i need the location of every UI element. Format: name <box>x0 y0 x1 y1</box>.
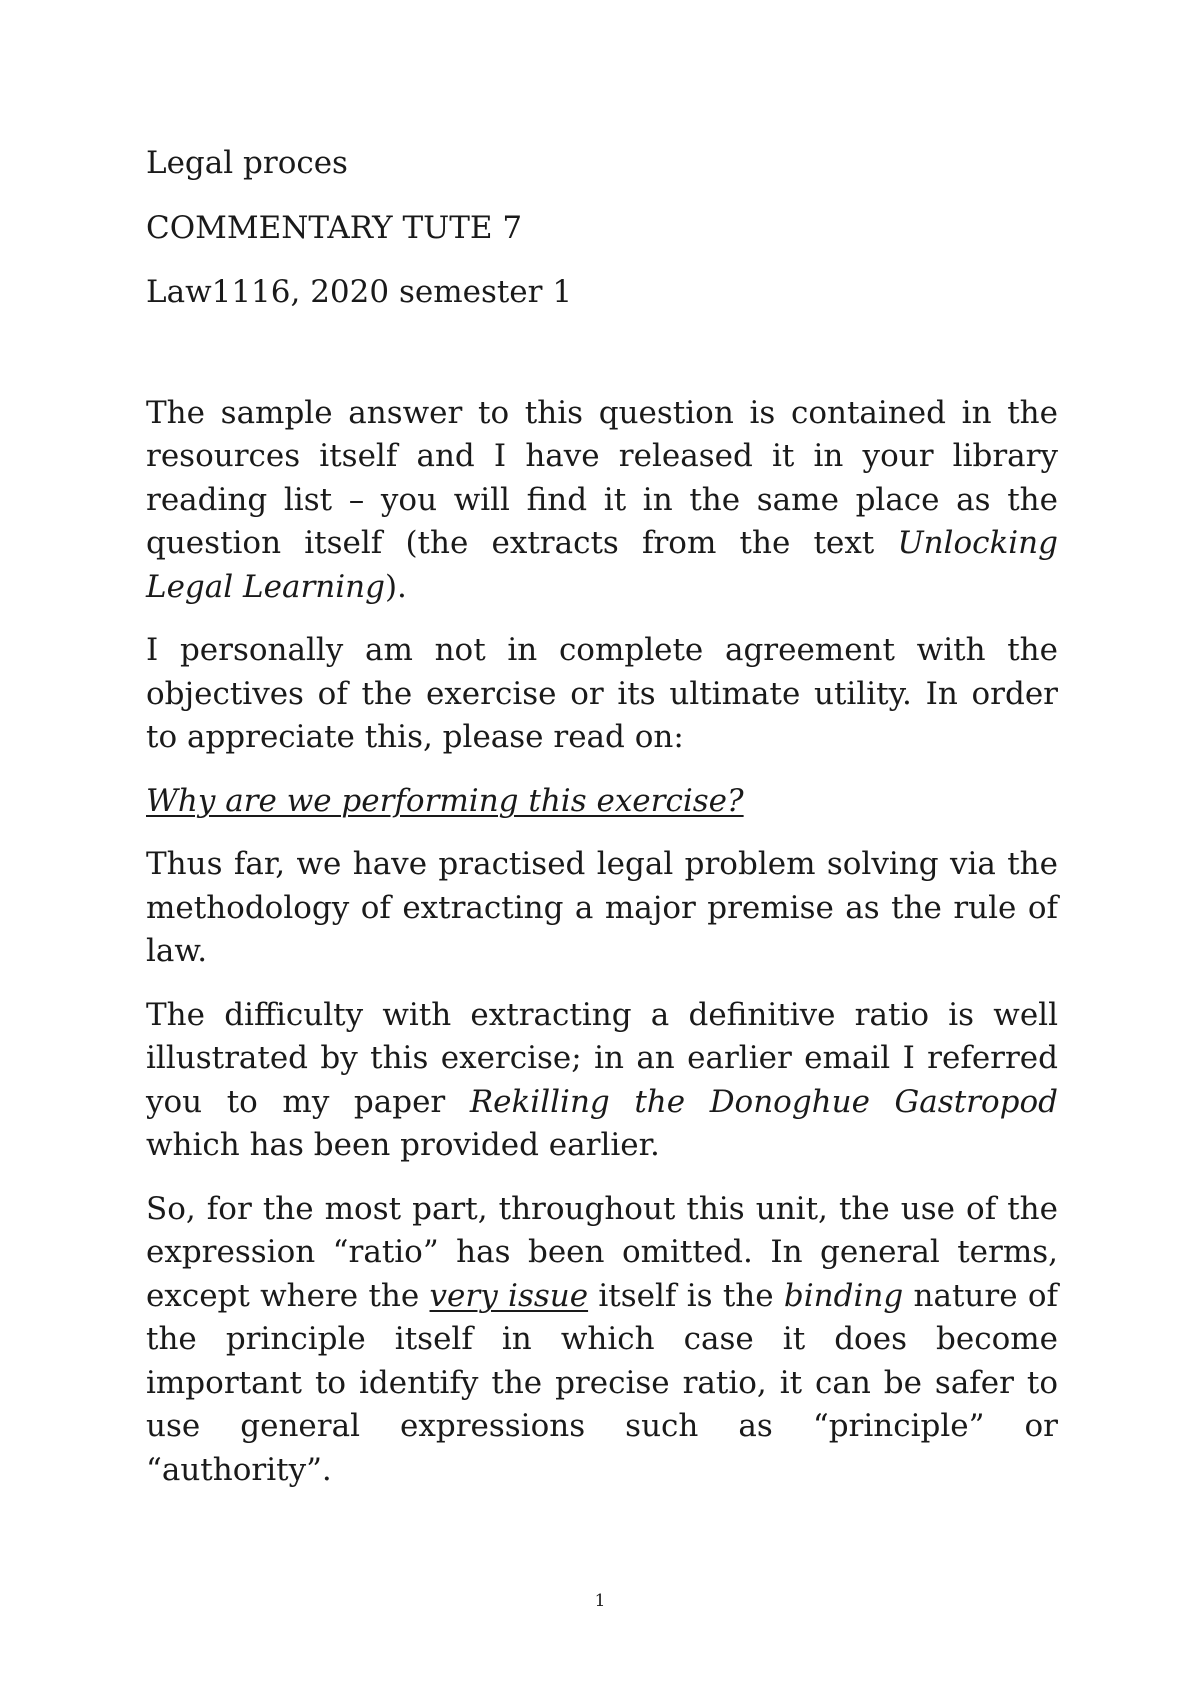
unit-line: Law1116, 2020 semester 1 <box>146 274 573 310</box>
emphasis-italic: binding <box>783 1277 904 1314</box>
paragraph-4-text-a: The difficulty with extracting a definitive ratio is well illustrated by this exercise; in an earlier email I referred you to my paper <box>146 996 1058 1120</box>
paragraph-4-text-b: which has been provided earlier. <box>146 1127 660 1163</box>
spacer <box>146 336 1058 392</box>
paragraph-1-text-b: ). <box>384 568 407 605</box>
paragraph-5-text-a: So, for the most part, throughout this unit, the use of the expression “ratio” has been omitted. In general terms, except where the <box>146 1190 1058 1314</box>
paragraph-4 <box>146 994 1058 1168</box>
paper-title: Rekilling the Donoghue Gastropod <box>469 1083 1058 1120</box>
paragraph-3: Thus far, we have practised legal problem solving via the methodology of extracting a major premise as the rule of law. <box>146 846 1058 969</box>
paragraph-1-text-a: The sample answer to this question is contained in the resources itself and I have released it in your library reading list – you will find it in the same place as the question itself (the extracts from the text <box>146 394 1058 561</box>
paragraph-5-text-c: nature of the principle itself in which case it does become important to identify the precise ratio, it can be safer to use general expressions such as “principle” or “authority”. <box>146 1277 1058 1488</box>
paragraph-1 <box>146 392 1058 610</box>
book-title: Unlocking Legal Learning <box>146 525 1058 605</box>
paragraph-2: I personally am not in complete agreement with the objectives of the exercise or its ultimate utility. In order to appreciate this, please read on: <box>146 632 1058 755</box>
paragraph-5 <box>146 1188 1058 1493</box>
paragraph-5-text-b: itself is the <box>588 1277 784 1314</box>
section-heading: Why are we performing this exercise? <box>146 782 744 819</box>
emphasis-underlined: very issue <box>429 1277 589 1314</box>
document-body <box>146 142 1058 1492</box>
document-title: Legal proces <box>146 145 348 181</box>
document-subtitle: COMMENTARY TUTE 7 <box>146 209 523 246</box>
page-number: 1 <box>594 1591 606 1611</box>
